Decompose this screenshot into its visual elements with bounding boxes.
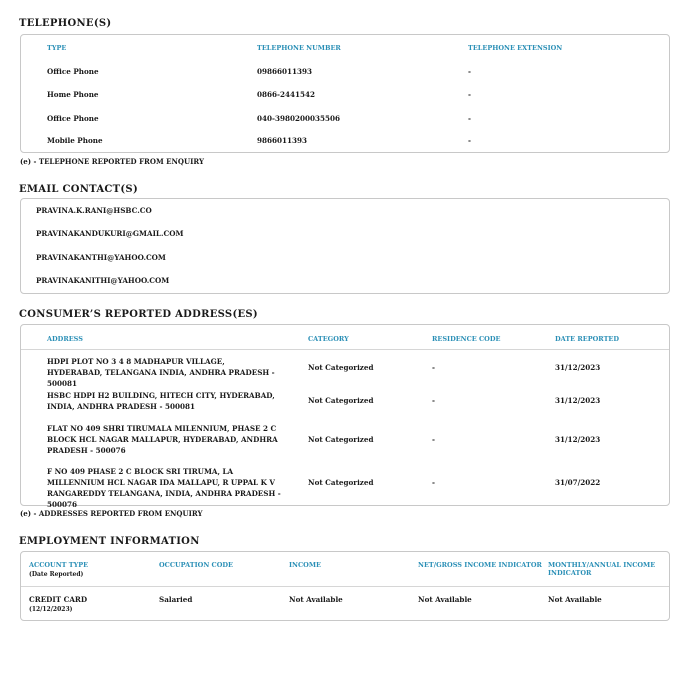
- employment-account-type: CREDIT CARD: [29, 595, 88, 604]
- address-text: HSBC HDPI H2 BUILDING, HITECH CITY, HYDERABAD, INDIA, ANDHRA PRADESH - 500081: [47, 391, 275, 411]
- employment-income: Not Available: [289, 595, 343, 604]
- address-category: Not Categorized: [308, 396, 374, 405]
- email-section-title: EMAIL CONTACT(S): [19, 184, 138, 195]
- address-table: [20, 324, 670, 509]
- phone-type: Office Phone: [47, 114, 99, 123]
- phone-extension: -: [468, 114, 471, 123]
- phone-type: Office Phone: [47, 67, 99, 76]
- address-enquiry-note: (e) - ADDRESSES REPORTED FROM ENQUIRY: [20, 509, 203, 518]
- address-date: 31/12/2023: [555, 396, 601, 405]
- col-header-income: INCOME: [289, 561, 321, 569]
- address-text: F NO 409 PHASE 2 C BLOCK SRI TIRUMA, LA MILLENNIUM HCL NAGAR IDA MALLAPU, R UPPAL K V RANGAREDDY TELANGANA, INDIA, ANDHRA PRADESH - 500076: [47, 467, 281, 509]
- address-section-title: CONSUMER’S REPORTED ADDRESS(ES): [19, 309, 258, 320]
- employment-net-gross: Not Available: [418, 595, 472, 604]
- telephone-table: [20, 34, 670, 153]
- address-category: Not Categorized: [308, 435, 374, 444]
- col-header-date-reported-sub: (Date Reported): [29, 571, 84, 578]
- employment-table: [20, 551, 670, 621]
- col-header-occupation-code: OCCUPATION CODE: [159, 561, 233, 569]
- address-category: Not Categorized: [308, 363, 374, 372]
- address-date: 31/12/2023: [555, 435, 601, 444]
- col-header-telephone-number: TELEPHONE NUMBER: [257, 44, 341, 52]
- email-list: [20, 198, 670, 294]
- phone-number: 0866-2441542: [257, 90, 315, 99]
- address-date: 31/07/2022: [555, 478, 601, 487]
- header-divider: [21, 586, 669, 587]
- employment-occupation: Salaried: [159, 595, 193, 604]
- employment-section-title: EMPLOYMENT INFORMATION: [19, 536, 200, 547]
- col-header-date-reported: DATE REPORTED: [555, 335, 620, 343]
- col-header-net-gross-indicator: NET/GROSS INCOME INDICATOR: [418, 561, 542, 569]
- email-item: PRAVINAKANITHI@YAHOO.COM: [36, 276, 170, 285]
- phone-extension: -: [468, 67, 471, 76]
- address-category: Not Categorized: [308, 478, 374, 487]
- address-residence-code: -: [432, 396, 435, 405]
- col-header-type: TYPE: [47, 44, 67, 52]
- address-residence-code: -: [432, 478, 435, 487]
- address-text: FLAT NO 409 SHRI TIRUMALA MILENNIUM, PHASE 2 C BLOCK HCL NAGAR MALLAPUR, HYDERABAD, ANDHRA PRADESH - 500076: [47, 424, 278, 455]
- phone-extension: -: [468, 136, 471, 145]
- address-date: 31/12/2023: [555, 363, 601, 372]
- phone-extension: -: [468, 90, 471, 99]
- col-header-account-type: ACCOUNT TYPE: [29, 561, 89, 569]
- col-header-telephone-extension: TELEPHONE EXTENSION: [468, 44, 563, 52]
- header-divider: [21, 349, 669, 350]
- col-header-residence-code: RESIDENCE CODE: [432, 335, 501, 343]
- email-item: PRAVINAKANDUKURI@GMAIL.COM: [36, 229, 184, 238]
- address-residence-code: -: [432, 435, 435, 444]
- phone-number: 09866011393: [257, 67, 313, 76]
- phone-number: 9866011393: [257, 136, 308, 145]
- col-header-address: ADDRESS: [47, 335, 83, 343]
- address-residence-code: -: [432, 363, 435, 372]
- col-header-monthly-annual-indicator: MONTHLY/ANNUAL INCOME INDICATOR: [548, 561, 656, 577]
- phone-type: Home Phone: [47, 90, 99, 99]
- col-header-category: CATEGORY: [308, 335, 349, 343]
- phone-type: Mobile Phone: [47, 136, 103, 145]
- telephone-enquiry-note: (e) - TELEPHONE REPORTED FROM ENQUIRY: [20, 157, 204, 166]
- phone-number: 040-3980200035506: [257, 114, 341, 123]
- employment-date-reported: (12/12/2023): [29, 606, 73, 613]
- address-text: HDPI PLOT NO 3 4 8 MADHAPUR VILLAGE, HYDERABAD, TELANGANA INDIA, ANDHRA PRADESH - 500081: [47, 357, 275, 388]
- employment-monthly-annual: Not Available: [548, 595, 602, 604]
- email-item: PRAVINAKANTHI@YAHOO.COM: [36, 253, 166, 262]
- email-item: PRAVINA.K.RANI@HSBC.CO: [36, 206, 152, 215]
- telephone-section-title: TELEPHONE(S): [19, 18, 112, 29]
